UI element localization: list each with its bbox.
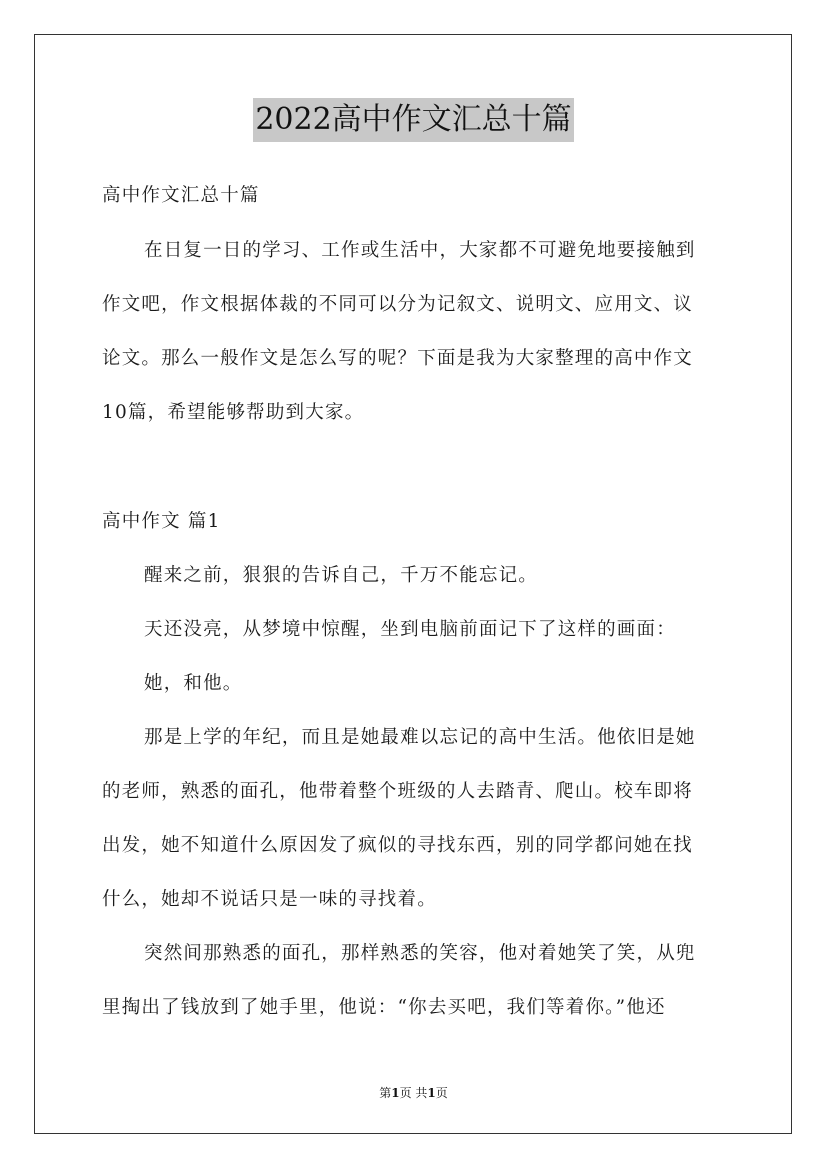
- footer-page-prefix: 第: [379, 1086, 392, 1100]
- section-heading: 高中作文 篇1: [102, 511, 221, 532]
- paragraph-line: 里掏出了钱放到了她手里，他说：“你去买吧，我们等着你。”他还: [102, 997, 666, 1018]
- paragraph-line: 醒来之前，狠狠的告诉自己，千万不能忘记。: [144, 565, 539, 586]
- paragraph-line: 作文吧，作文根据体裁的不同可以分为记叙文、说明文、应用文、议: [102, 294, 694, 315]
- footer-page-mid: 页 共: [399, 1086, 428, 1100]
- paragraph-line: 她，和他。: [144, 673, 243, 694]
- paragraph-line: 的老师，熟悉的面孔，他带着整个班级的人去踏青、爬山。校车即将: [102, 781, 694, 802]
- paragraph-line: 出发，她不知道什么原因发了疯似的寻找东西，别的同学都问她在找: [102, 835, 694, 856]
- paragraph-line: 10篇，希望能够帮助到大家。: [102, 402, 365, 423]
- paragraph-line: 天还没亮，从梦境中惊醒，坐到电脑前面记下了这样的画面：: [144, 619, 676, 640]
- paragraph-line: 突然间那熟悉的面孔，那样熟悉的笑容，他对着她笑了笑，从兜: [144, 943, 696, 964]
- paragraph-line: 论文。那么一般作文是怎么写的呢？下面是我为大家整理的高中作文: [102, 348, 694, 369]
- document-title: 2022高中作文汇总十篇: [253, 98, 573, 142]
- paragraph-line: 那是上学的年纪，而且是她最难以忘记的高中生活。他依旧是她: [144, 727, 696, 748]
- paragraph-line: 在日复一日的学习、工作或生活中，大家都不可避免地要接触到: [144, 240, 696, 261]
- document-title-wrap: [0, 98, 827, 142]
- footer-page-suffix: 页: [435, 1086, 448, 1100]
- footer-page-num: 1: [391, 1086, 400, 1100]
- page-footer: [0, 1084, 827, 1101]
- subtitle: 高中作文汇总十篇: [102, 185, 260, 206]
- footer-page-total: 1: [427, 1086, 436, 1100]
- paragraph-line: 什么，她却不说话只是一味的寻找着。: [102, 889, 437, 910]
